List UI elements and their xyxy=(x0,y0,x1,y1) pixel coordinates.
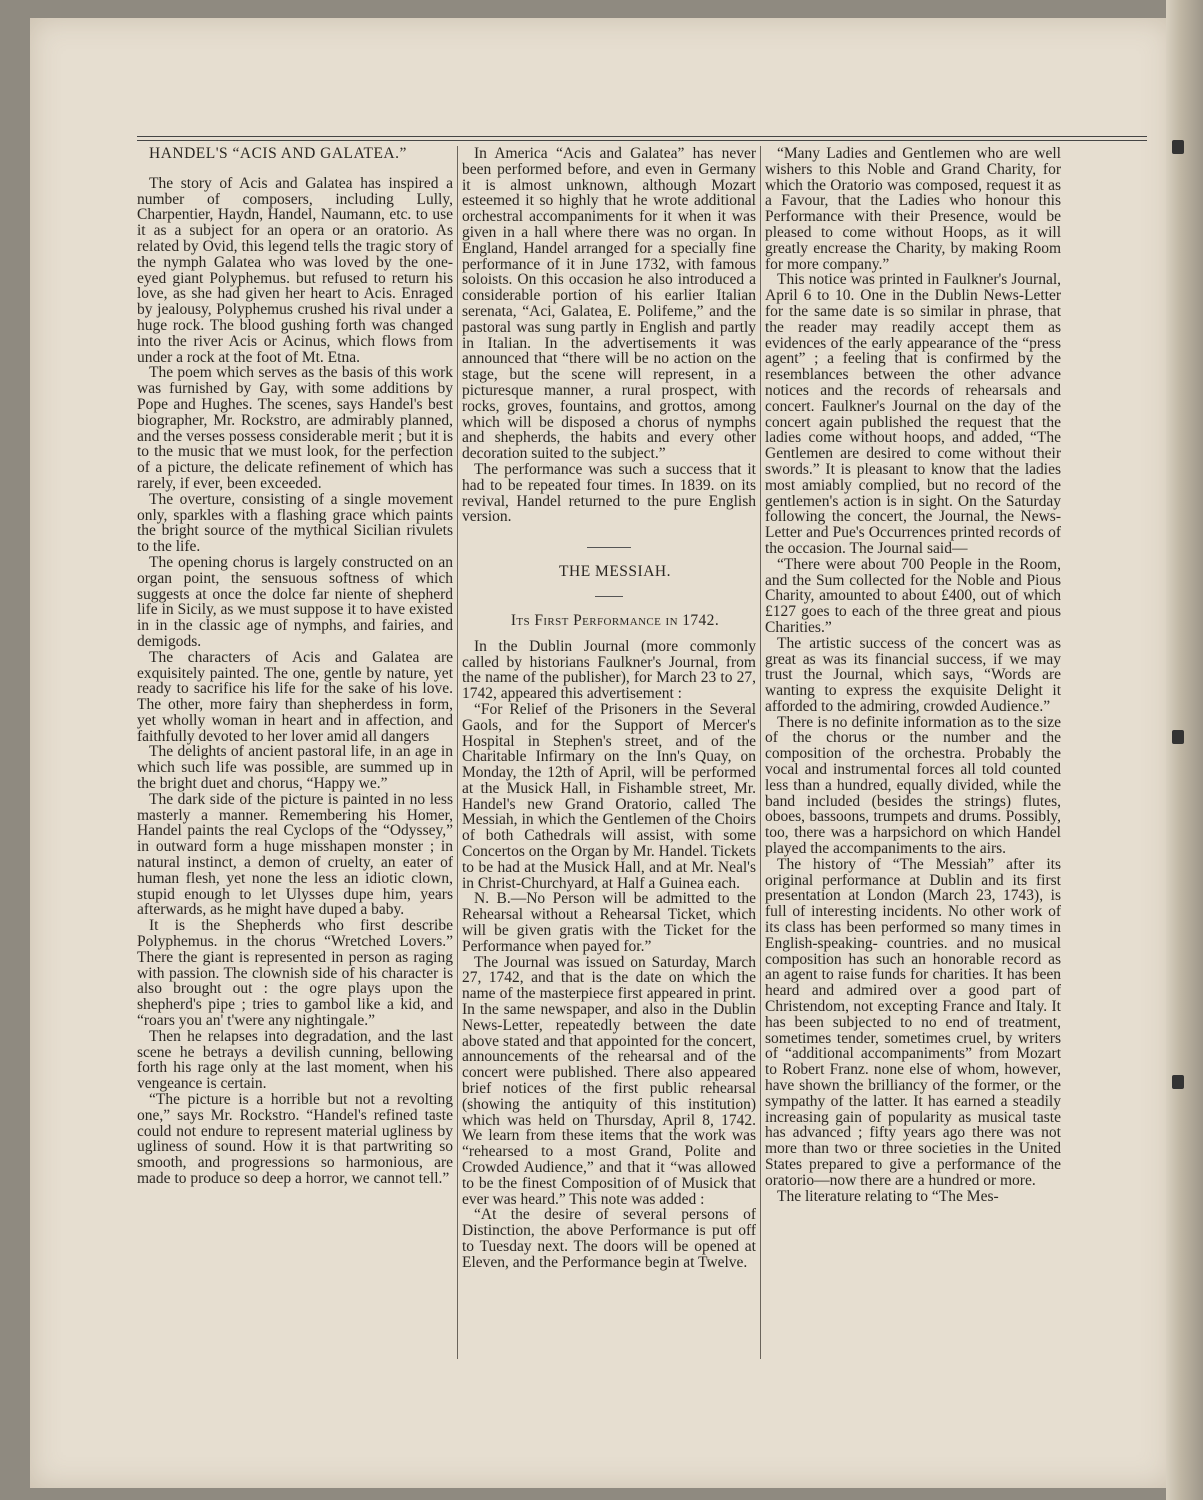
section-divider xyxy=(595,596,623,597)
paragraph: The delights of ancient pastoral life, in an age in which such life was possible, are summed up in the bright duet and chorus, “Happy we.” xyxy=(137,743,453,793)
column-divider xyxy=(760,146,761,1359)
paragraph: The artistic success of the concert was as great as was its financial success, if we may trust the Journal, which says, “Words are wanting to express the exquisite Delight it afforded to the admiring, crowded Audience.” xyxy=(765,634,1061,715)
paragraph: “Many Ladies and Gentlemen who are well wishers to this Noble and Grand Charity, for which the Oratorio was composed, request it as a Favour, that the Ladies who honour this Performance with their Presence, would be pleased to come without Hoops, as it will greatly encrease the Charity, by making Room for more company.” xyxy=(765,146,1061,273)
column-2 xyxy=(462,146,756,1361)
paragraph: The performance was such a success that it had to be repeated four times. In 1839. on its revival, Handel returned to the pure English version. xyxy=(462,460,756,526)
paragraph: There is no definite information as to the size of the chorus or the number and the composition of the orchestra. Probably the vocal and instrumental forces all told counted less than a hundred, equally divided, while the band included (besides the strings) flutes, oboes, bassoons, trumpets and drums. Possibly, too, there was a harpsichord on which Handel played the accompaniments to the airs. xyxy=(765,713,1061,858)
page-edge xyxy=(1166,0,1203,1500)
paragraph: “At the desire of several persons of Distinction, the above Performance is put off to Tuesday next. The doors will be opened at Eleven, and the Performance begin at Twelve. xyxy=(462,1206,756,1271)
paragraph: It is the Shepherds who first describe Polyphemus. in the chorus “Wretched Lovers.” There the giant is represented in person as raging with passion. The clownish side of his character is also brought out : the ogre plays upon the shepherd's pipe ; tries to gambol like a kid, and “roars you an' t'were any nightingale.” xyxy=(137,917,453,1030)
paragraph: The Journal was issued on Saturday, March 27, 1742, and that is the date on which the name of the masterpiece first appeared in print. In the same newspaper, and also in the Dublin News-Letter, repeatedly between the date above stated and that appointed for the concert, announcements of the rehearsal and of the concert were published. There also appeared brief notices of the first public rehearsal (showing the antiquity of this institution) which was held on Thursday, April 8, 1742. We learn from these items that the work was “rehearsed to a most Grand, Polite and Crowded Audience,” and that it “was allowed to be the finest Composition of of Musick that ever was heard.” This note was added : xyxy=(462,953,756,1208)
paragraph: The dark side of the picture is painted in no less masterly a manner. Remembering his Homer, Handel paints the real Cyclops of the “Odyssey,” in outward form a huge misshapen monster ; in natural instinct, a demon of cruelty, an eater of human flesh, yet none the less an idiotic clown, stupid enough to let Ulysses dupe him, years afterwards, as he might have duped a baby. xyxy=(137,790,453,919)
paragraph: “For Relief of the Prisoners in the Several Gaols, and for the Support of Mercer's Hospital in Stephen's street, and of the Charitable Infirmary on the Inn's Quay, on Monday, the 12th of April, will be performed at the Musick Hall, in Fishamble street, Mr. Handel's new Grand Oratorio, called The Messiah, in which the Gentlemen of the Choirs of both Cathedrals will assist, with some Concertos on the Organ by Mr. Handel. Tickets to be had at the Musick Hall, and at Mr. Neal's in Christ-Churchyard, at Half a Guinea each. xyxy=(462,700,756,892)
paragraph: N. B.—No Person will be admitted to the Rehearsal without a Rehearsal Ticket, which will be given gratis with the Ticket for the Performance when payed for.” xyxy=(462,890,756,955)
article-title: HANDEL'S “ACIS AND GALATEA.” xyxy=(149,146,407,162)
header-rule xyxy=(137,136,1147,137)
paragraph: The history of “The Messiah” after its original performance at Dublin and its first presentation at London (March 23, 1743), is full of interesting incidents. No other work of its class has been performed so many times in English-speaking- countries. and no musical composition has such an honorable record as an agent to raise funds for charities. It has been heard and admired over a good part of Christendom, not excepting France and Italy. It has been subjected to no end of treatment, sometimes tender, sometimes cruel, by writers of “additional accompaniments” from Mozart to Robert Franz. none else of whom, however, have shown the brilliancy of the former, or the sympathy of the latter. It has earned a steadily increasing gain of popularity as musical taste has advanced ; fifty years ago there was not more than two or three societies in the United States prepared to give a performance of the oratorio—now there are a hundred or more. xyxy=(765,855,1061,1189)
paragraph: In America “Acis and Galatea” has never been performed before, and even in Germany it is almost unknown, although Mozart esteemed it so highly that he wrote additional orchestral accompaniments for it when it was given in a hall where there was no organ. In England, Handel arranged for a specially fine performance of it in June 1732, with famous soloists. On this occasion he also introduced a considerable portion of his earlier Italian serenata, “Aci, Galatea, E. Polifeme,” and the pastoral was sung partly in English and partly in Italian. In the advertisements it was announced that “there will be no action on the stage, but the scene will represent, in a picturesque manner, a rural prospect, with rocks, groves, fountains, and grottos, among which will be disposed a chorus of nymphs and shepherds, the habits and every other decoration suited to the subject.” xyxy=(462,146,756,463)
binding-mark xyxy=(1172,140,1184,154)
paragraph: “There were about 700 People in the Room, and the Sum collected for the Noble and Pious Charity, amounted to about £400, out of which £127 goes to each of the three great and pious Charities.” xyxy=(765,555,1061,636)
column-1 xyxy=(137,146,453,1361)
paragraph: In the Dublin Journal (more commonly called by historians Faulkner's Journal, from the name of the publisher), for March 23 to 27, 1742, appeared this advertisement : xyxy=(462,637,756,703)
paragraph: The characters of Acis and Galatea are exquisitely painted. The one, gentle by nature, yet ready to sacrifice his life for the sake of his love. The other, more fairy than shepherdess in form, yet wholly woman in heart and in affection, and faithfully devoted to her lover amid all dangers xyxy=(137,648,453,745)
paragraph: Then he relapses into degradation, and the last scene he betrays a devilish cunning, bellowing forth his rage only at the last moment, when his vengeance is certain. xyxy=(137,1027,453,1093)
column-3 xyxy=(765,146,1061,1361)
binding-mark xyxy=(1172,1075,1184,1089)
article-subtitle: Its First Performance in 1742. xyxy=(510,611,720,629)
article-title: THE MESSIAH. xyxy=(559,563,671,581)
paragraph: “The picture is a horrible but not a revolting one,” says Mr. Rockstro. “Handel's refined taste could not endure to represent material ugliness by ugliness of sound. How it is that partwriting so smooth, and progressions so harmonious, are made to produce so deep a horror, we cannot tell.” xyxy=(137,1091,453,1187)
column-divider xyxy=(457,146,458,1359)
paragraph: The opening chorus is largely constructed on an organ point, the sensuous softness of which suggests at once the dolce far niente of shepherd life in Sicily, as we must suppose it to have existed in in the classic age of nymphs, and fairies, and demigods. xyxy=(137,553,453,650)
section-divider xyxy=(587,547,631,548)
paragraph: The overture, consisting of a single movement only, sparkles with a flashing grace which paints the bright source of the mythical Sicilian rivulets to the life. xyxy=(137,490,453,556)
paragraph: The literature relating to “The Mes- xyxy=(777,1187,999,1205)
header-rule xyxy=(137,140,1147,141)
paragraph: This notice was printed in Faulkner's Journal, April 6 to 10. One in the Dublin News-Letter for the same date is so similar in phrase, that the reader may readily accept them as evidences of the early appearance of the “press agent” ; a feeling that is confirmed by the resemblances between the other advance notices and the records of rehearsals and concert. Faulkner's Journal on the day of the concert again published the request that the ladies come without hoops, and added, “The Gentlemen are desired to come without their swords.” It is pleasant to know that the ladies most amiably complied, but no record of the gentlemen's action is in sight. On the Saturday following the concert, the Journal, the News-Letter and Pue's Occurrences printed records of the occasion. The Journal said— xyxy=(765,271,1061,557)
binding-mark xyxy=(1172,730,1184,744)
paragraph: The story of Acis and Galatea has inspired a number of composers, including Lully, Charpentier, Haydn, Handel, Naumann, etc. to use it as a subject for an opera or an oratorio. As related by Ovid, this legend tells the tragic story of the nymph Galatea who was loved by the one-eyed giant Polyphemus. but refused to return his love, as she had given her heart to Acis. Enraged by jealousy, Polyphemus crushed his rival under a huge rock. The blood gushing forth was changed into the river Acis or Acinus, which flows from under a rock at the foot of Mt. Etna. xyxy=(137,174,453,366)
paragraph: The poem which serves as the basis of this work was furnished by Gay, with some additions by Pope and Hughes. The scenes, says Handel's best biographer, Mr. Rockstro, are admirably planned, and the verses possess considerable merit ; but it is to the music that we must look, for the perfection of a picture, the delicate refinement of which has rarely, if ever, been exceeded. xyxy=(137,364,453,492)
